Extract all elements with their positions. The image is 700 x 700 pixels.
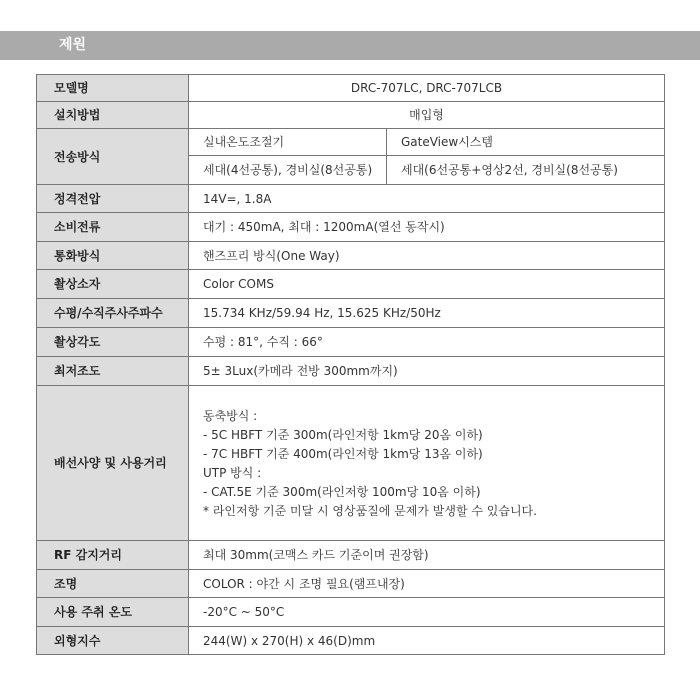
spec-row-voltage [37, 185, 665, 213]
section-header-bar [0, 31, 700, 60]
spec-row-sensor [37, 270, 665, 299]
spec-value-call: 핸즈프리 방식(One Way) [189, 242, 665, 270]
spec-value-cabling [189, 386, 665, 541]
spec-value-model: DRC-707LC, DRC-707LCB [189, 75, 665, 102]
spec-label-temperature: 사용 주취 온도 [37, 598, 189, 627]
spec-transmission-col1-value: 세대(4선공통), 경비실(8선공통) [189, 156, 387, 185]
spec-label-call: 통화방식 [37, 242, 189, 270]
cabling-line: - CAT.5E 기준 300m(라인저항 100m당 10옴 이하) [203, 485, 481, 499]
spec-row-cabling [37, 386, 665, 541]
cabling-line: - 5C HBFT 기준 300m(라인저항 1km당 20옴 이하) [203, 428, 483, 442]
spec-row-temperature [37, 598, 665, 627]
spec-transmission-col2-value: 세대(6선공통+영상2선, 경비실(8선공통) [387, 156, 665, 185]
spec-value-frequency: 15.734 KHz/59.94 Hz, 15.625 KHz/50Hz [189, 299, 665, 328]
cabling-line: - 7C HBFT 기준 400m(라인저항 1km당 13옴 이하) [203, 447, 483, 461]
spec-value-illumination: 5± 3Lux(카메라 전방 300mm까지) [189, 357, 665, 386]
spec-label-install: 설치방법 [37, 102, 189, 129]
spec-transmission-col1-head: 실내온도조절기 [189, 129, 387, 156]
spec-label-lighting: 조명 [37, 570, 189, 598]
spec-label-frequency: 수평/수직주사주파수 [37, 299, 189, 328]
section-title: 제원 [59, 37, 87, 53]
spec-label-illumination: 최저조도 [37, 357, 189, 386]
spec-transmission-col2-head: GateView시스템 [387, 129, 665, 156]
spec-row-transmission-head [37, 129, 665, 156]
spec-value-install: 매입형 [189, 102, 665, 129]
spec-row-illumination [37, 357, 665, 386]
cabling-line: 동축방식 : [203, 409, 258, 423]
spec-value-dimensions: 244(W) x 270(H) x 46(D)mm [189, 627, 665, 655]
spec-row-current [37, 213, 665, 242]
spec-row-angle [37, 328, 665, 357]
spec-value-temperature: -20°C ~ 50°C [189, 598, 665, 627]
cabling-line: UTP 방식 : [203, 466, 262, 480]
spec-value-angle: 수평 : 81°, 수직 : 66° [189, 328, 665, 357]
spec-label-rf: RF 감지거리 [37, 541, 189, 570]
spec-label-current: 소비전류 [37, 213, 189, 242]
spec-row-dimensions [37, 627, 665, 655]
spec-value-sensor: Color COMS [189, 270, 665, 299]
spec-row-model [37, 75, 665, 102]
spec-row-install [37, 102, 665, 129]
spec-label-model: 모델명 [37, 75, 189, 102]
spec-value-current: 대기 : 450mA, 최대 : 1200mA(열선 동작시) [189, 213, 665, 242]
spec-value-rf: 최대 30mm(코맥스 카드 기준이며 권장함) [189, 541, 665, 570]
spec-label-dimensions: 외형지수 [37, 627, 189, 655]
spec-label-angle: 촬상각도 [37, 328, 189, 357]
spec-label-cabling: 배선사양 및 사용거리 [37, 386, 189, 541]
spec-label-sensor: 촬상소자 [37, 270, 189, 299]
spec-row-rf [37, 541, 665, 570]
spec-value-voltage: 14V=, 1.8A [189, 185, 665, 213]
spec-row-lighting [37, 570, 665, 598]
spec-row-frequency [37, 299, 665, 328]
cabling-line: * 라인저항 기준 미달 시 영상품질에 문제가 발생할 수 있습니다. [203, 504, 537, 518]
spec-row-call [37, 242, 665, 270]
spec-table [36, 74, 665, 655]
spec-label-voltage: 정격전압 [37, 185, 189, 213]
spec-label-transmission: 전송방식 [37, 129, 189, 185]
spec-value-lighting: COLOR : 야간 시 조명 필요(램프내장) [189, 570, 665, 598]
